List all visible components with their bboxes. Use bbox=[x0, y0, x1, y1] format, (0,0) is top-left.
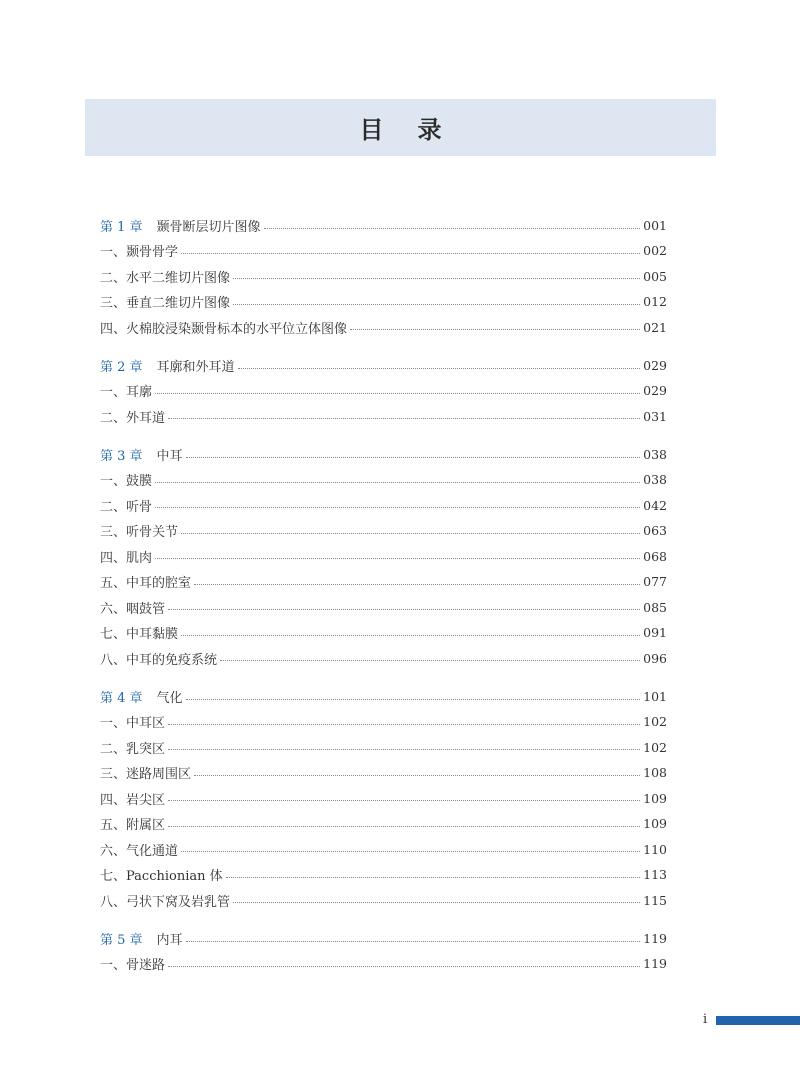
dot-leader bbox=[186, 456, 640, 458]
chapter-number: 第 2 章 bbox=[100, 360, 143, 375]
chapter-page-number: 101 bbox=[643, 689, 667, 704]
toc-section-entry[interactable] bbox=[100, 620, 667, 646]
toc-section-entry[interactable] bbox=[100, 315, 667, 341]
toc-section-entry[interactable] bbox=[100, 646, 667, 672]
chapter-page-number: 029 bbox=[643, 358, 667, 373]
section-page-number: 109 bbox=[643, 790, 667, 806]
dot-leader bbox=[181, 252, 640, 254]
section-title: 一、中耳区 bbox=[100, 716, 166, 732]
chapter-page-number: 001 bbox=[643, 218, 667, 233]
toc-section-entry[interactable] bbox=[100, 735, 667, 761]
section-title: 三、垂直二维切片图像 bbox=[100, 296, 231, 312]
toc-section-entry[interactable] bbox=[100, 595, 667, 621]
toc-section-entry[interactable] bbox=[100, 862, 667, 888]
page-title: 目录 bbox=[359, 115, 476, 144]
dot-leader bbox=[264, 227, 640, 229]
dot-leader bbox=[168, 723, 640, 725]
section-page-number: 038 bbox=[643, 472, 667, 488]
toc-section-entry[interactable] bbox=[100, 709, 667, 735]
section-title: 四、火棉胶浸染颞骨标本的水平位立体图像 bbox=[100, 321, 348, 337]
section-page-number: 005 bbox=[643, 268, 667, 284]
dot-leader bbox=[168, 825, 640, 827]
toc-section-entry[interactable] bbox=[100, 951, 667, 977]
toc-section-entry[interactable] bbox=[100, 811, 667, 837]
dot-leader bbox=[226, 876, 640, 878]
dot-leader bbox=[238, 367, 640, 369]
dot-leader bbox=[155, 481, 640, 483]
dot-leader bbox=[155, 392, 640, 394]
section-title: 一、骨迷路 bbox=[100, 958, 166, 974]
section-title: 一、颞骨骨学 bbox=[100, 245, 179, 261]
dot-leader bbox=[194, 774, 640, 776]
dot-leader bbox=[181, 532, 640, 534]
dot-leader bbox=[186, 698, 640, 700]
section-title: 六、气化通道 bbox=[100, 843, 179, 859]
page-number: i bbox=[703, 1012, 708, 1027]
toc-section-entry[interactable] bbox=[100, 378, 667, 404]
chapter-title: 内耳 bbox=[156, 933, 183, 948]
dot-leader bbox=[168, 965, 640, 967]
section-page-number: 063 bbox=[643, 523, 667, 539]
toc-section-entry[interactable] bbox=[100, 264, 667, 290]
dot-leader bbox=[220, 659, 640, 661]
section-title: 四、肌肉 bbox=[100, 550, 153, 566]
dot-leader bbox=[155, 506, 640, 508]
section-page-number: 085 bbox=[643, 599, 667, 615]
dot-leader bbox=[194, 583, 640, 585]
section-title: 一、耳廓 bbox=[100, 385, 153, 401]
toc-title-band bbox=[85, 99, 716, 156]
dot-leader bbox=[155, 557, 640, 559]
chapter-title: 颞骨断层切片图像 bbox=[156, 220, 261, 235]
dot-leader bbox=[350, 328, 640, 330]
chapter-page-number: 038 bbox=[643, 447, 667, 462]
section-page-number: 068 bbox=[643, 548, 667, 564]
section-page-number: 113 bbox=[643, 867, 667, 883]
dot-leader bbox=[181, 850, 640, 852]
toc-chapter bbox=[100, 684, 667, 913]
section-page-number: 115 bbox=[643, 892, 667, 908]
section-title: 八、中耳的免疫系统 bbox=[100, 652, 218, 668]
section-page-number: 042 bbox=[643, 497, 667, 513]
dot-leader bbox=[233, 901, 640, 903]
section-title: 五、附属区 bbox=[100, 818, 166, 834]
toc-section-entry[interactable] bbox=[100, 404, 667, 430]
section-page-number: 002 bbox=[643, 243, 667, 259]
toc-chapter bbox=[100, 926, 667, 977]
chapter-number: 第 3 章 bbox=[100, 449, 143, 464]
section-title: 三、听骨关节 bbox=[100, 525, 179, 541]
section-title: 一、鼓膜 bbox=[100, 474, 153, 490]
chapter-page-number: 119 bbox=[643, 931, 667, 946]
toc-chapter-entry[interactable] bbox=[100, 684, 667, 709]
chapter-title: 中耳 bbox=[156, 449, 183, 464]
dot-leader bbox=[181, 634, 640, 636]
section-page-number: 077 bbox=[643, 574, 667, 590]
chapter-number: 第 5 章 bbox=[100, 933, 143, 948]
section-title: 六、咽鼓管 bbox=[100, 601, 166, 617]
toc-chapter bbox=[100, 353, 667, 429]
toc-section-entry[interactable] bbox=[100, 493, 667, 519]
section-page-number: 012 bbox=[643, 294, 667, 310]
toc-chapter-entry[interactable] bbox=[100, 926, 667, 951]
toc-section-entry[interactable] bbox=[100, 467, 667, 493]
table-of-contents bbox=[100, 213, 667, 990]
section-page-number: 029 bbox=[643, 383, 667, 399]
section-page-number: 021 bbox=[643, 319, 667, 335]
chapter-title: 耳廓和外耳道 bbox=[156, 360, 235, 375]
section-page-number: 102 bbox=[643, 739, 667, 755]
section-title: 四、岩尖区 bbox=[100, 792, 166, 808]
chapter-title: 气化 bbox=[156, 691, 183, 706]
section-page-number: 108 bbox=[643, 765, 667, 781]
toc-section-entry[interactable] bbox=[100, 888, 667, 914]
section-title: 三、迷路周围区 bbox=[100, 767, 192, 783]
section-title: 七、中耳黏膜 bbox=[100, 627, 179, 643]
toc-section-entry[interactable] bbox=[100, 238, 667, 264]
toc-section-entry[interactable] bbox=[100, 837, 667, 863]
section-title: 二、听骨 bbox=[100, 499, 153, 515]
section-title: 二、水平二维切片图像 bbox=[100, 270, 231, 286]
toc-section-entry[interactable] bbox=[100, 569, 667, 595]
toc-section-entry[interactable] bbox=[100, 760, 667, 786]
section-page-number: 102 bbox=[643, 714, 667, 730]
toc-chapter-entry[interactable] bbox=[100, 353, 667, 378]
folio-accent-bar bbox=[716, 1016, 800, 1025]
toc-section-entry[interactable] bbox=[100, 518, 667, 544]
section-title: 八、弓状下窝及岩乳管 bbox=[100, 894, 231, 910]
section-page-number: 096 bbox=[643, 650, 667, 666]
toc-section-entry[interactable] bbox=[100, 786, 667, 812]
dot-leader bbox=[233, 277, 640, 279]
dot-leader bbox=[168, 417, 640, 419]
section-page-number: 110 bbox=[643, 841, 667, 857]
toc-section-entry[interactable] bbox=[100, 289, 667, 315]
dot-leader bbox=[168, 799, 640, 801]
toc-section-entry[interactable] bbox=[100, 544, 667, 570]
toc-chapter bbox=[100, 442, 667, 671]
dot-leader bbox=[168, 608, 640, 610]
chapter-number: 第 4 章 bbox=[100, 691, 143, 706]
section-page-number: 091 bbox=[643, 625, 667, 641]
toc-chapter bbox=[100, 213, 667, 340]
section-page-number: 119 bbox=[643, 956, 667, 972]
toc-chapter-entry[interactable] bbox=[100, 213, 667, 238]
dot-leader bbox=[186, 940, 640, 942]
section-title: 七、Pacchionian 体 bbox=[100, 869, 223, 885]
section-page-number: 109 bbox=[643, 816, 667, 832]
toc-chapter-entry[interactable] bbox=[100, 442, 667, 467]
section-title: 五、中耳的腔室 bbox=[100, 576, 192, 592]
dot-leader bbox=[233, 303, 640, 305]
section-title: 二、外耳道 bbox=[100, 410, 166, 426]
chapter-number: 第 1 章 bbox=[100, 220, 143, 235]
section-title: 二、乳突区 bbox=[100, 741, 166, 757]
section-page-number: 031 bbox=[643, 408, 667, 424]
dot-leader bbox=[168, 748, 640, 750]
